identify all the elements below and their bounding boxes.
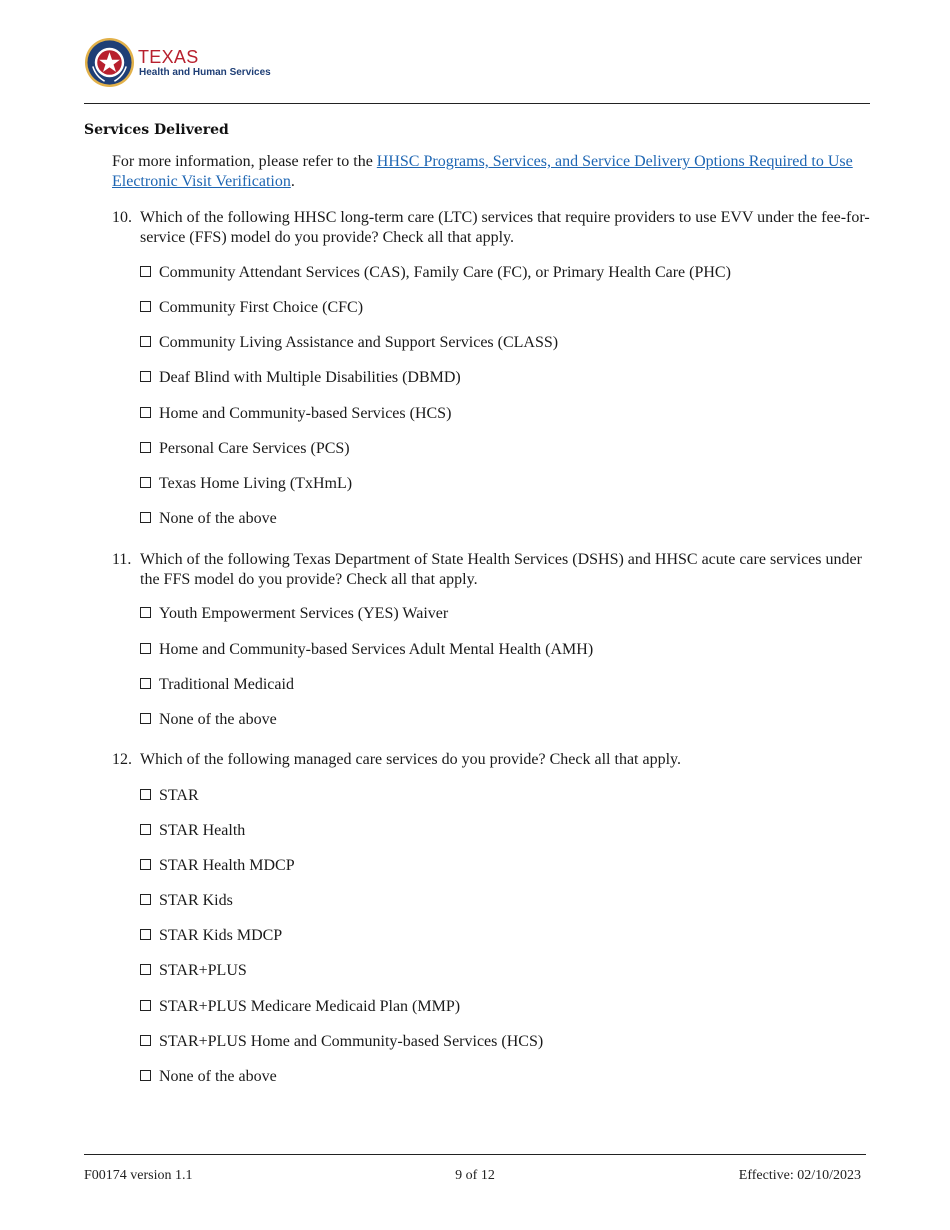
question-number: 10. (112, 209, 132, 226)
option-q12-star-plus (140, 961, 247, 981)
intro-text: For more information, please refer to the (112, 153, 377, 170)
option-label: STAR+PLUS (159, 962, 247, 979)
option-label: None of the above (159, 711, 277, 728)
option-label: Community First Choice (CFC) (159, 299, 364, 316)
option-label: Texas Home Living (TxHmL) (159, 475, 353, 492)
option-q10-none (140, 509, 277, 529)
option-label: Home and Community-based Services Adult Mental Health (AMH) (159, 641, 594, 658)
checkbox[interactable] (140, 512, 151, 523)
option-q12-star-kids (140, 891, 233, 911)
checkbox[interactable] (140, 643, 151, 654)
checkbox[interactable] (140, 894, 151, 905)
hhs-logo (84, 37, 284, 91)
option-q12-star-health (140, 821, 245, 841)
checkbox[interactable] (140, 266, 151, 277)
checkbox[interactable] (140, 407, 151, 418)
option-q10-hcs (140, 404, 451, 424)
texas-seal-icon (84, 37, 135, 88)
checkbox[interactable] (140, 789, 151, 800)
option-q12-star-health-mdcp (140, 856, 295, 876)
option-label: Home and Community-based Services (HCS) (159, 405, 452, 422)
question-text: Which of the following Texas Department of State Health Services (DSHS) and HHSC acute care services under the FFS model do you provide? Check all that apply. (140, 551, 862, 588)
footer-form-id: F00174 version 1.1 (84, 1168, 193, 1183)
checkbox[interactable] (140, 607, 151, 618)
option-label: STAR Health (159, 822, 246, 839)
checkbox[interactable] (140, 336, 151, 347)
checkbox[interactable] (140, 442, 151, 453)
option-q11-traditional-medicaid (140, 675, 294, 695)
option-q10-pcs (140, 439, 350, 459)
option-q12-none (140, 1067, 277, 1087)
option-label: Community Living Assistance and Support Services (CLASS) (159, 334, 559, 351)
checkbox[interactable] (140, 713, 151, 724)
evv-programs-link[interactable]: HHSC Programs, Services, and Service Delivery Options Required to Use Electronic Visit Verification (112, 153, 853, 190)
checkbox[interactable] (140, 1000, 151, 1011)
option-q10-dbmd (140, 368, 461, 388)
footer-page-number: 9 of 12 (455, 1168, 495, 1183)
option-q10-class (140, 333, 558, 353)
question-number: 12. (112, 751, 132, 768)
option-q10-cfc (140, 298, 363, 318)
option-label: Deaf Blind with Multiple Disabilities (DBMD) (159, 369, 461, 386)
option-q11-yes-waiver (140, 604, 448, 624)
intro-paragraph (112, 152, 872, 191)
option-label: STAR Kids MDCP (159, 927, 283, 944)
option-label: Youth Empowerment Services (YES) Waiver (159, 605, 449, 622)
checkbox[interactable] (140, 1035, 151, 1046)
option-label: None of the above (159, 1068, 277, 1085)
option-label: Traditional Medicaid (159, 676, 294, 693)
option-q11-none (140, 710, 277, 730)
option-label: None of the above (159, 510, 277, 527)
checkbox[interactable] (140, 678, 151, 689)
option-label: STAR (159, 787, 199, 804)
option-q12-star-plus-mmp (140, 997, 460, 1017)
option-q12-star-kids-mdcp (140, 926, 282, 946)
question-text: Which of the following managed care services do you provide? Check all that apply. (140, 751, 681, 768)
logo-title: TEXAS (138, 47, 199, 67)
section-heading: Services Delivered (84, 122, 229, 138)
checkbox[interactable] (140, 964, 151, 975)
checkbox[interactable] (140, 371, 151, 382)
option-label: STAR Health MDCP (159, 857, 295, 874)
option-label: STAR Kids (159, 892, 233, 909)
question-11 (112, 550, 872, 589)
checkbox[interactable] (140, 929, 151, 940)
checkbox[interactable] (140, 301, 151, 312)
header-divider (84, 103, 870, 104)
option-q10-cas-fc-phc (140, 263, 731, 283)
checkbox[interactable] (140, 824, 151, 835)
option-label: STAR+PLUS Home and Community-based Services (HCS) (159, 1033, 544, 1050)
question-12 (112, 750, 872, 770)
option-q11-amh (140, 640, 593, 660)
option-label: Personal Care Services (PCS) (159, 440, 350, 457)
question-text: Which of the following HHSC long-term care (LTC) services that require providers to use EVV under the fee-for-service (FFS) model do you provide? Check all that apply. (140, 209, 870, 246)
logo-subtitle: Health and Human Services (139, 67, 271, 78)
intro-text-end: . (290, 172, 295, 190)
footer-divider (84, 1154, 866, 1155)
option-q12-star-plus-hcs (140, 1032, 543, 1052)
option-label: STAR+PLUS Medicare Medicaid Plan (MMP) (159, 998, 461, 1015)
checkbox[interactable] (140, 1070, 151, 1081)
option-label: Community Attendant Services (CAS), Family Care (FC), or Primary Health Care (PHC) (159, 264, 731, 281)
option-q10-txhml (140, 474, 352, 494)
footer-effective-date: Effective: 02/10/2023 (738, 1168, 861, 1183)
question-number: 11. (112, 551, 132, 568)
checkbox[interactable] (140, 477, 151, 488)
option-q12-star (140, 786, 199, 806)
question-10 (112, 208, 872, 247)
checkbox[interactable] (140, 859, 151, 870)
